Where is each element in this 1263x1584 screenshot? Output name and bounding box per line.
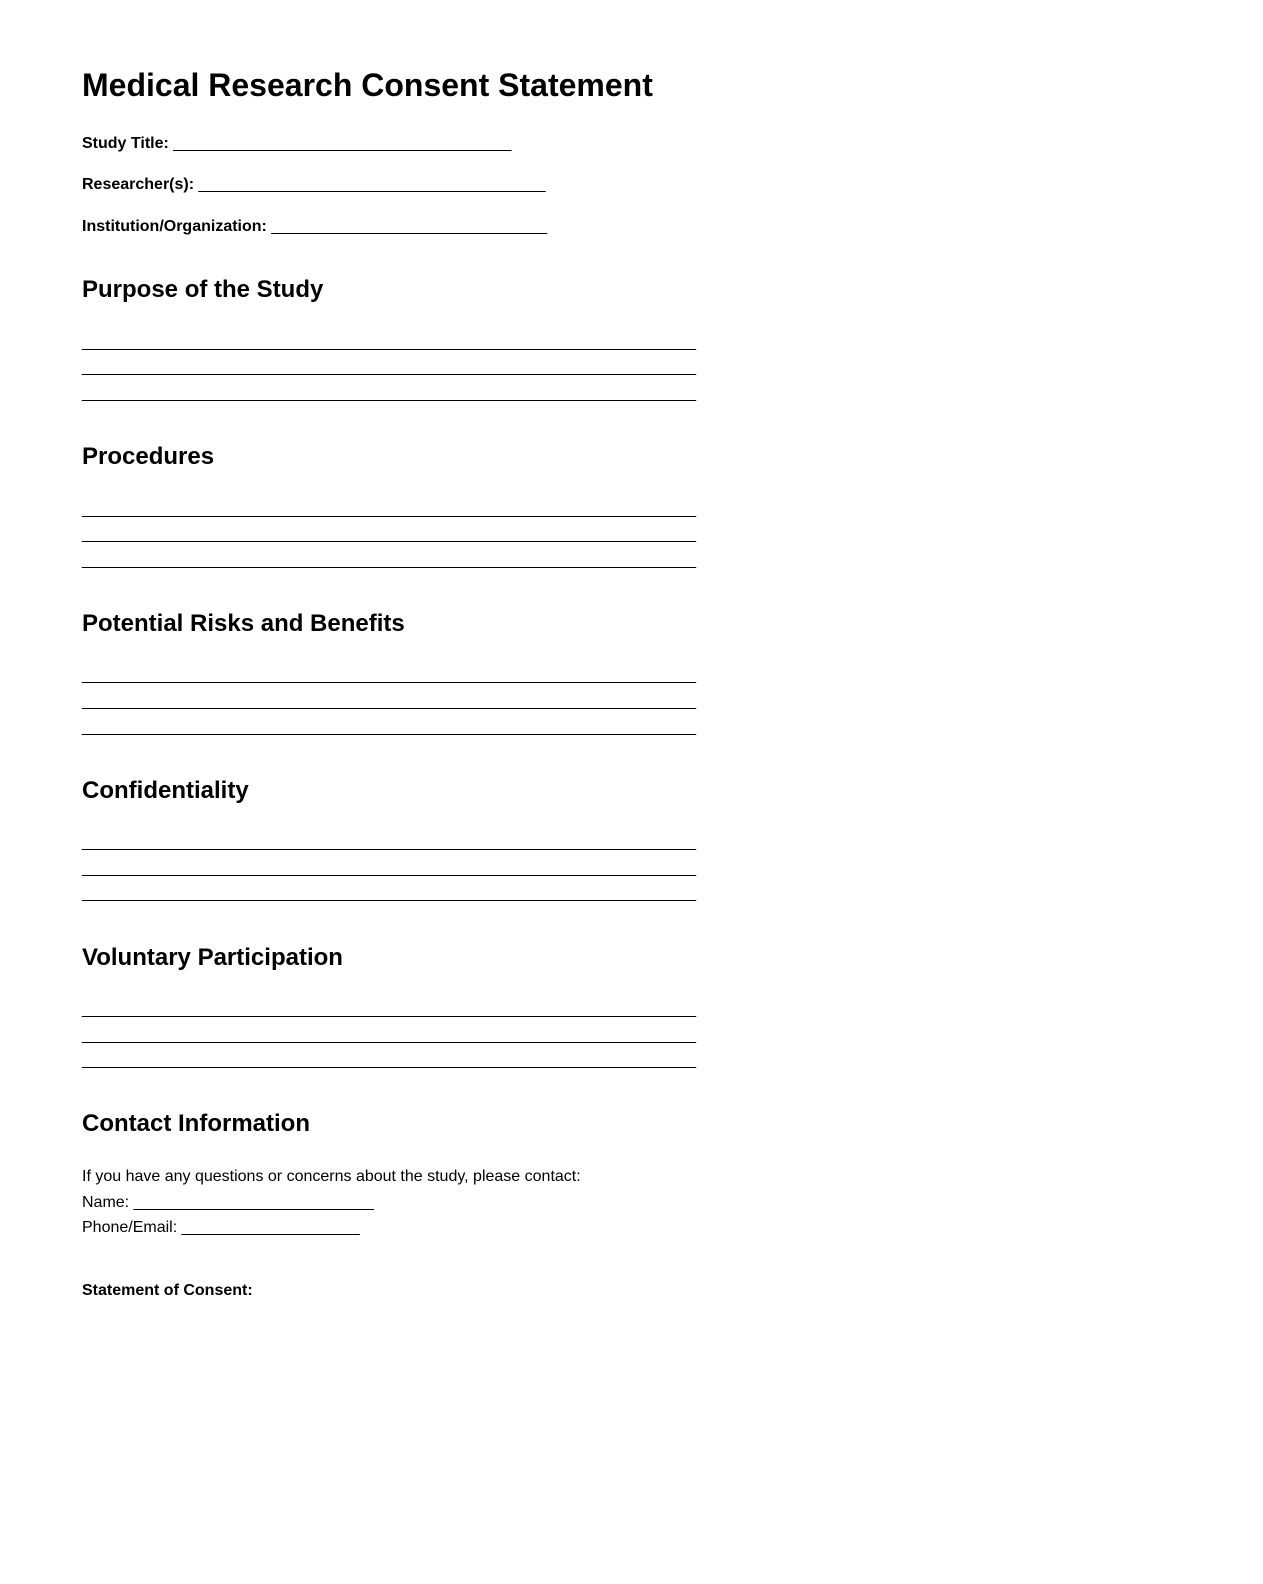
section-heading-potential-risks-and-benefits: Potential Risks and Benefits (82, 609, 405, 637)
contact-name-label: Name: (82, 1193, 130, 1211)
blank-line: _____________________________________________________________________ (82, 885, 696, 903)
blank-line: _____________________________________________________________________ (82, 384, 696, 402)
section-heading-voluntary-participation: Voluntary Participation (82, 943, 343, 971)
study-title-label: Study Title: (82, 134, 169, 152)
section-contact-information (82, 1110, 698, 1240)
researchers-label: Researcher(s): (82, 176, 195, 194)
purpose-blank-lines (82, 330, 698, 407)
blank-line: _____________________________________________________________________ (82, 1052, 696, 1070)
blank-line: _____________________________________________________________________ (82, 693, 696, 711)
blank-line: _____________________________________________________________________ (82, 359, 696, 377)
voluntary-participation-blank-lines (82, 997, 698, 1074)
confidentiality-blank-lines (82, 830, 698, 907)
blank-line: _____________________________________________________________________ (82, 333, 696, 351)
contact-name-blank-line: ___________________________ (133, 1193, 374, 1211)
blank-line: _____________________________________________________________________ (82, 1026, 696, 1044)
institution-blank-line: _______________________________ (271, 217, 548, 235)
contact-name-row (82, 1190, 698, 1216)
section-heading-contact-information: Contact Information (82, 1110, 310, 1138)
institution-label: Institution/Organization: (82, 217, 267, 235)
study-title-field (82, 131, 698, 157)
contact-phone-blank-line: ____________________ (181, 1219, 360, 1237)
section-purpose (82, 276, 698, 406)
contact-intro-text: If you have any questions or concerns about the study, please contact: (82, 1168, 581, 1186)
blank-line: _____________________________________________________________________ (82, 526, 696, 544)
risks-benefits-blank-lines (82, 663, 698, 740)
blank-line: _____________________________________________________________________ (82, 500, 696, 518)
blank-line: _____________________________________________________________________ (82, 834, 696, 852)
blank-line: _____________________________________________________________________ (82, 667, 696, 685)
researchers-field (82, 172, 698, 198)
contact-phone-label: Phone/Email: (82, 1219, 178, 1237)
blank-line: _____________________________________________________________________ (82, 718, 696, 736)
contact-phone-row (82, 1215, 698, 1241)
section-heading-confidentiality: Confidentiality (82, 776, 249, 804)
blank-line: _____________________________________________________________________ (82, 859, 696, 877)
section-heading-purpose-of-the-study: Purpose of the Study (82, 276, 324, 304)
blank-line: _____________________________________________________________________ (82, 551, 696, 569)
procedures-blank-lines (82, 497, 698, 574)
researchers-blank-line: _______________________________________ (198, 176, 546, 194)
section-heading-procedures: Procedures (82, 442, 215, 470)
section-voluntary-participation (82, 944, 698, 1074)
section-procedures (82, 443, 698, 573)
institution-field (82, 214, 698, 240)
section-confidentiality (82, 777, 698, 907)
section-risks-benefits (82, 610, 698, 740)
consent-form-page (82, 67, 698, 1303)
statement-of-consent-label: Statement of Consent: (82, 1281, 253, 1299)
blank-line: _____________________________________________________________________ (82, 1001, 696, 1019)
study-title-blank-line: ______________________________________ (173, 134, 512, 152)
contact-block (82, 1164, 698, 1241)
page-title: Medical Research Consent Statement (82, 67, 653, 103)
